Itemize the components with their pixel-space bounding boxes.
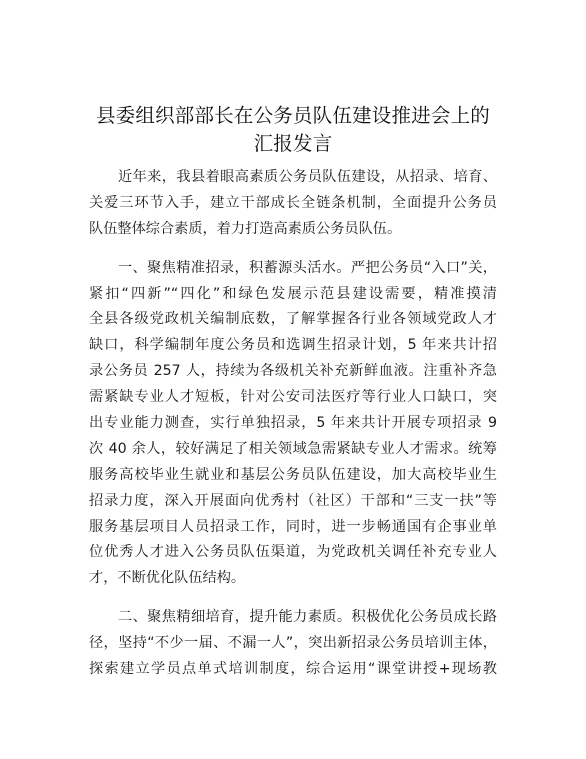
title-line-2: 汇报发言 — [253, 132, 333, 155]
text-line: 需紧缺专业人才短板，针对公安司法医疗等行业人口缺口，突 — [89, 389, 497, 406]
text-line: 二、聚焦精细培育，提升能力素质。积极优化公务员成长路 — [118, 609, 497, 626]
text-line: 径，坚持“不少一届、不漏一人”，突出新招录公务员培训主体， — [89, 635, 497, 652]
text-line: 招录力度，深入开展面向优秀村（社区）干部和“三支一扶”等 — [89, 492, 497, 509]
paragraph-training — [89, 606, 497, 684]
text-line: 出专业能力测查，实行单独招录，5 年来共计开展专项招录 9 — [89, 415, 497, 432]
text-line: 服务基层项目人员招录工作，同时，进一步畅通国有企事业单 — [89, 518, 497, 535]
paragraph-gap — [89, 244, 497, 257]
document-title — [60, 102, 526, 158]
text-line: 近年来，我县着眼高素质公务员队伍建设，从招录、培育、 — [118, 169, 497, 185]
paragraph-gap — [89, 593, 497, 606]
text-line: 一、聚焦精准招录，积蓄源头活水。严把公务员“入口”关， — [118, 259, 497, 276]
text-line: 缺口，科学编制年度公务员和选调生招录计划，5 年来共计招 — [89, 337, 497, 354]
document-body — [89, 166, 497, 684]
text-line: 位优秀人才进入公务员队伍渠道，为党政机关调任补充专业人 — [89, 544, 497, 561]
text-line: 队伍整体综合素质，着力打造高素质公务员队伍。 — [89, 220, 402, 237]
text-line: 探索建立学员点单式培训制度，综合运用“课堂讲授+现场教 — [89, 661, 497, 678]
paragraph-intro — [89, 166, 497, 244]
text-line: 次 40 余人，较好满足了相关领域急需紧缺专业人才需求。统筹 — [89, 440, 497, 457]
text-line: 关爱三环节入手，建立干部成长全链条机制，全面提升公务员 — [89, 194, 497, 211]
paragraph-recruitment — [89, 257, 497, 594]
title-line-1: 县委组织部部长在公务员队伍建设推进会上的 — [95, 104, 490, 127]
text-line: 服务高校毕业生就业和基层公务员队伍建设，加大高校毕业生 — [89, 466, 497, 483]
text-line: 全县各级党政机关编制底数，了解掌握各行业各领域党政人才 — [89, 311, 497, 328]
text-line: 紧扣“四新”“四化”和绿色发展示范县建设需要，精准摸清 — [89, 285, 497, 302]
text-line: 才，不断优化队伍结构。 — [89, 570, 246, 587]
text-line: 录公务员 257 人，持续为各级机关补充新鲜血液。注重补齐急 — [89, 363, 497, 380]
